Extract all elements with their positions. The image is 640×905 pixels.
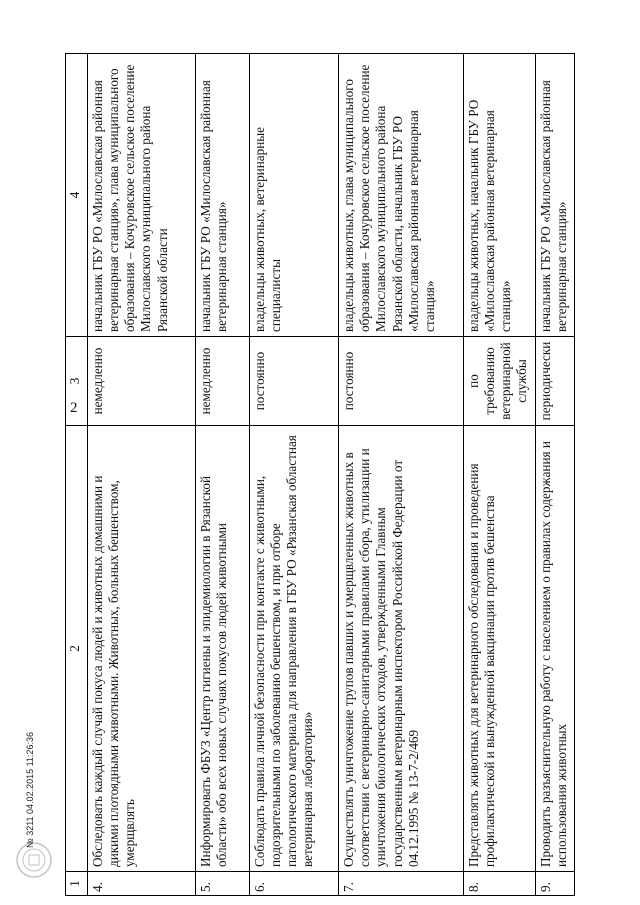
- row-term: постоянно: [339, 337, 464, 426]
- table-row: [463, 54, 535, 896]
- row-number: 9.: [536, 872, 575, 896]
- table-header-row: [66, 54, 88, 896]
- row-responsible: начальник ГБУ РО «Милославская районная ветеринарная станция»: [195, 54, 249, 337]
- table-row: [87, 54, 195, 896]
- header-col-4: 4: [66, 54, 88, 337]
- table-row: [249, 54, 338, 896]
- row-responsible: владельцы животных, начальник ГБУ РО «Милославская районная ветеринарная станция»: [463, 54, 535, 337]
- row-responsible: начальник ГБУ РО «Милославская районная ветеринарная станция»: [536, 54, 575, 337]
- row-responsible: владельцы животных, глава муниципального образования – Кочуровское сельское поселение Милославского муниципального района Рязанской области, начальник ГБУ РО «Милославская районная ветеринарная станция»: [339, 54, 464, 337]
- row-term: постоянно: [249, 337, 338, 426]
- header-col-3: 3: [66, 337, 88, 426]
- row-action: Осуществлять уничтожение трупов павших и умерщвленных животных в соответствии с ветеринарно-санитарными правилами сбора, утилизации и уничтожения биологических отходов, утвержденными Главным государственным ветеринарным инспектором Российской Федерации от 04.12.1995 № 13-7-2/469: [339, 426, 464, 872]
- row-action: Информировать ФБУЗ «Центр гигиены и эпидемиологии в Рязанской области» обо всех новых случаях покусов людей животными: [195, 426, 249, 872]
- row-number: 7.: [339, 872, 464, 896]
- seal-stamp-icon: [14, 840, 54, 880]
- row-action: Обследовать каждый случай покуса людей и животных домашними и дикими плотоядными животными. Животных, больных бешенством, умерщвлять: [87, 426, 195, 872]
- row-number: 8.: [463, 872, 535, 896]
- header-col-1: 1: [66, 872, 88, 896]
- row-number: 5.: [195, 872, 249, 896]
- measures-table: [65, 54, 575, 896]
- table-row: [195, 54, 249, 896]
- row-number: 6.: [249, 872, 338, 896]
- header-col-2: 2: [66, 426, 88, 872]
- registration-footer: № 3211 04.02.2015 11:26:36: [25, 732, 35, 848]
- page-number: 2: [70, 400, 78, 416]
- row-action: Соблюдать правила личной безопасности при контакте с животными, подозрительными по заболеванию бешенством, и при отборе патологического материала для направления в ГБУ РО «Рязанская областная ветеринарная лаборатория»: [249, 426, 338, 872]
- row-responsible: владельцы животных, ветеринарные специалисты: [249, 54, 338, 337]
- row-responsible: начальник ГБУ РО «Милославская районная ветеринарная станция», глава муниципального образования – Кочуровское сельское поселение Милославского муниципального района Рязанской области: [87, 54, 195, 337]
- table-row: [536, 54, 575, 896]
- row-action: Представлять животных для ветеринарного обследования и проведения профилактической и вынужденной вакцинации против бешенства: [463, 426, 535, 872]
- row-term: периодически: [536, 337, 575, 426]
- row-term: по требованию ветеринарной службы: [463, 337, 535, 426]
- row-action: Проводить разъяснительную работу с населением о правилах содержания и использования животных: [536, 426, 575, 872]
- row-number: 4.: [87, 872, 195, 896]
- row-term: немедленно: [87, 337, 195, 426]
- table-row: [339, 54, 464, 896]
- row-term: немедленно: [195, 337, 249, 426]
